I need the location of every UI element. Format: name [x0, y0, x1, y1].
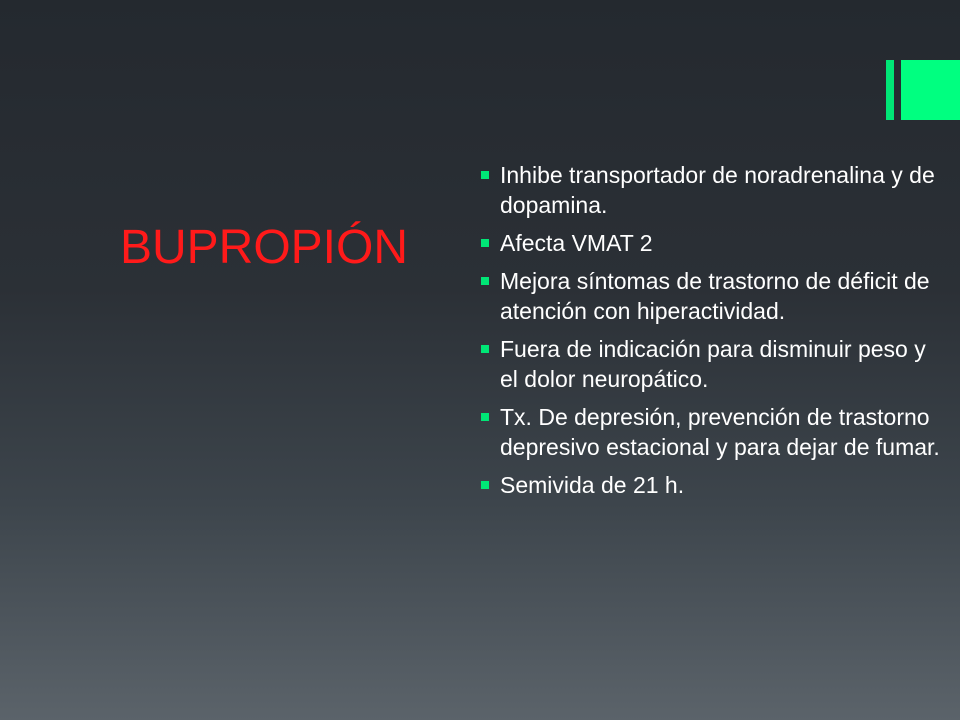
square-bullet-icon [481, 413, 489, 421]
accent-bar-thin [886, 60, 894, 120]
bullet-item [480, 228, 950, 258]
accent-bar-thick [901, 60, 960, 120]
square-bullet-icon [481, 345, 489, 353]
bullet-item [480, 402, 950, 462]
bullet-text: Semivida de 21 h. [500, 472, 685, 498]
bullet-text: Mejora síntomas de trastorno de déficit de atención con hiperactividad. [500, 268, 930, 324]
square-bullet-icon [481, 277, 489, 285]
bullet-text: Afecta VMAT 2 [500, 230, 653, 256]
bullet-item [480, 160, 950, 220]
bullet-text: Inhibe transportador de noradrenalina y de dopamina. [500, 162, 935, 218]
bullet-item [480, 334, 950, 394]
bullet-item [480, 470, 950, 500]
square-bullet-icon [481, 481, 489, 489]
bullet-list [480, 160, 950, 508]
bullet-text: Tx. De depresión, prevención de trastorno depresivo estacional y para dejar de fumar. [500, 404, 940, 460]
bullet-item [480, 266, 950, 326]
slide-title: BUPROPIÓN [119, 221, 409, 274]
bullet-text: Fuera de indicación para disminuir peso y el dolor neuropático. [500, 336, 926, 392]
square-bullet-icon [481, 239, 489, 247]
square-bullet-icon [481, 171, 489, 179]
